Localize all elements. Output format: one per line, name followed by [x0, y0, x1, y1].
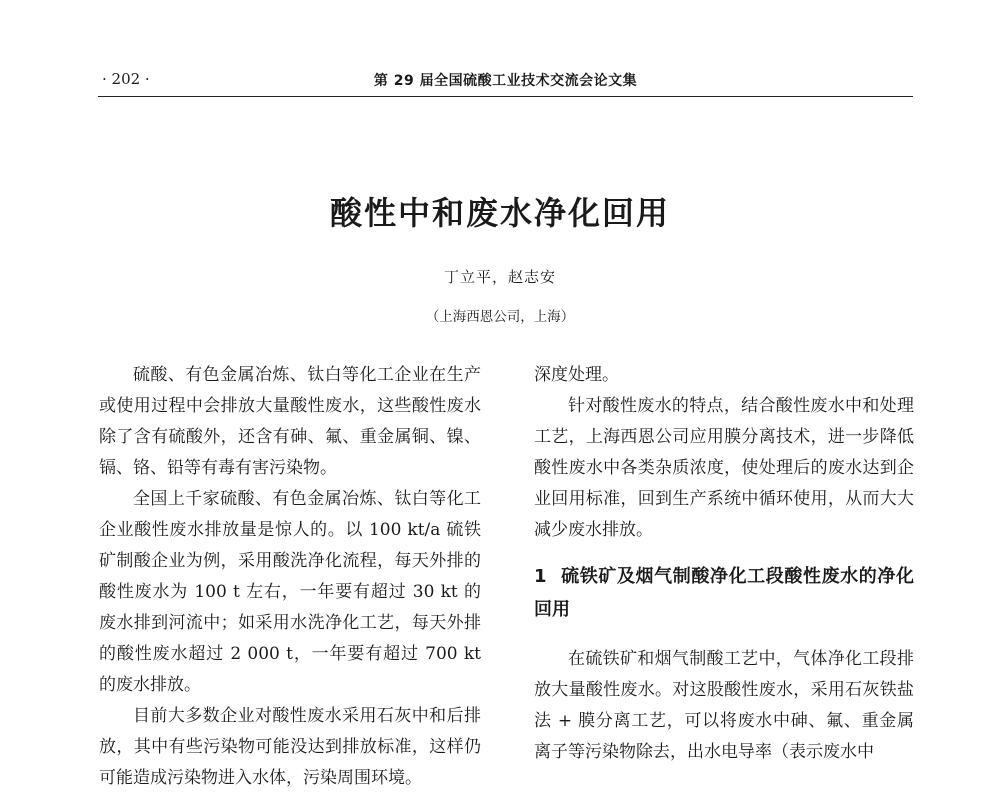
body-paragraph: 在硫铁矿和烟气制酸工艺中，气体净化工段排放大量酸性废水。对这股酸性废水，采用石灰铁盐法 + 膜分离工艺，可以将废水中砷、氟、重金属离子等污染物除去，出水电导率（表示废水中 [534, 649, 914, 762]
right-column [534, 360, 914, 768]
running-header [98, 66, 913, 97]
body-paragraph: 全国上千家硫酸、有色金属冶炼、钛白等化工企业酸性废水排放量是惊人的。以 100 kt/a 硫铁矿制酸企业为例，采用酸洗净化流程，每天外排的酸性废水为 100 t 左右，一年要有超过 30 kt 的废水排到河流中；如采用水洗净化工艺，每天外排的酸性废水超过 2 000 t，一年要有超过 700 kt 的废水排放。 [99, 489, 481, 695]
article-title: 酸性中和废水净化回用 [329, 194, 670, 232]
section-number: 1 [534, 566, 547, 587]
author-affiliation: （上海西恩公司，上海） [425, 309, 575, 325]
article-authors: 丁立平，赵志安 [443, 268, 556, 286]
page-number: · 202 · [102, 70, 150, 88]
body-paragraph: 硫酸、有色金属冶炼、钛白等化工企业在生产或使用过程中会排放大量酸性废水，这些酸性废水除了含有硫酸外，还含有砷、氟、重金属铜、镍、镉、铬、铅等有毒有害污染物。 [99, 365, 481, 478]
body-paragraph: 目前大多数企业对酸性废水采用石灰中和后排放，其中有些污染物可能没达到排放标准，这样仍可能造成污染物进入水体，污染周围环境。 [99, 706, 481, 788]
journal-title: 第 29 届全国硫酸工业技术交流会论文集 [373, 73, 638, 89]
left-column [99, 360, 481, 794]
section-heading [534, 560, 914, 626]
continued-text: 深度处理。 [534, 365, 619, 385]
section-heading-text: 硫铁矿及烟气制酸净化工段酸性废水的净化回用 [534, 566, 914, 620]
body-paragraph: 针对酸性废水的特点，结合酸性废水中和处理工艺，上海西恩公司应用膜分离技术，进一步降低酸性废水中各类杂质浓度，使处理后的废水达到企业回用标准，回到生产系统中循环使用，从而大大减少废水排放。 [534, 396, 914, 540]
